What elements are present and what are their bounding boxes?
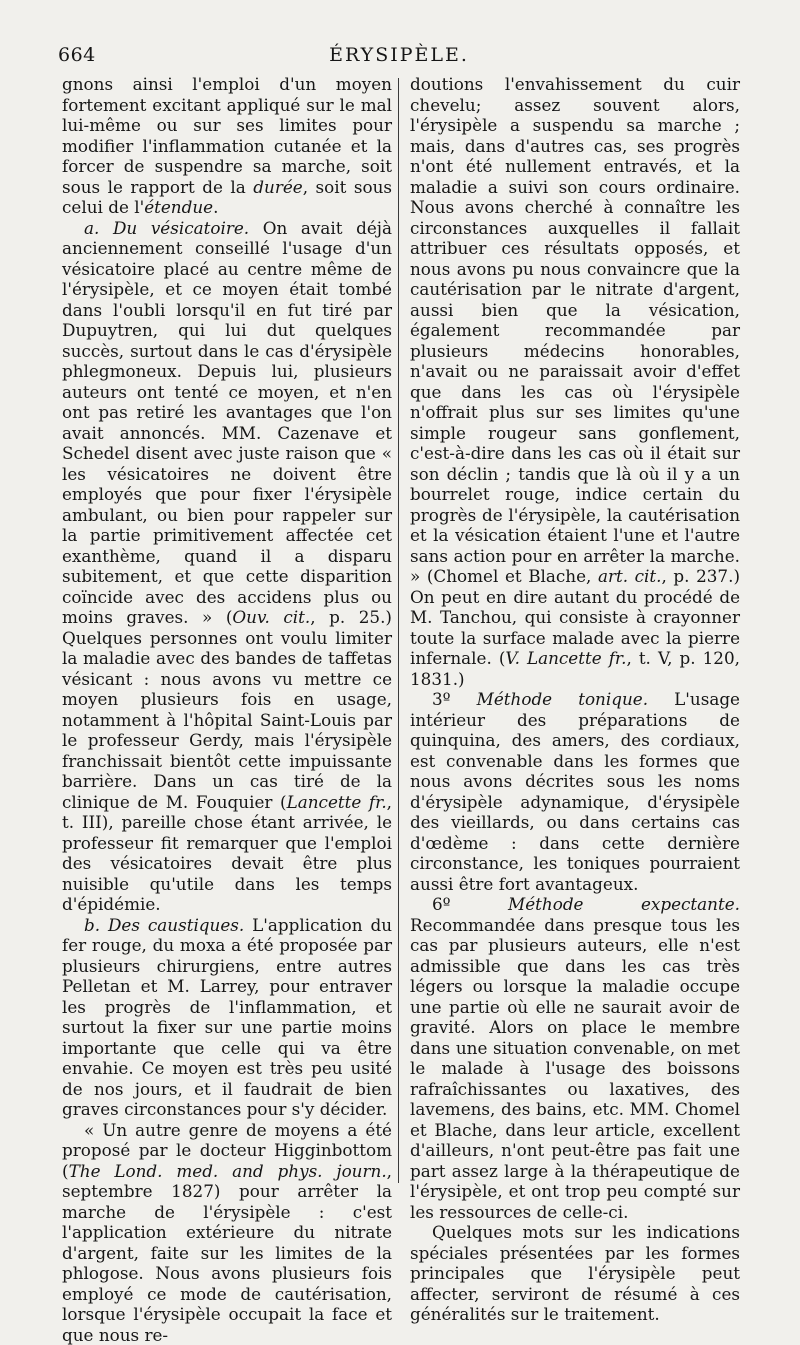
running-head: ÉRYSIPÈLE. [58, 44, 740, 66]
paragraph [62, 74, 392, 218]
text-run: gnons ainsi l'emploi d'un moyen fortement excitant appliqué sur le mal lui-même ou sur ses limites pour modifier l'inflammation cutanée et la forcer de suspendre sa marche, soit sous le rapport de la [62, 74, 392, 197]
paragraph [62, 915, 392, 1120]
paragraph [62, 218, 392, 915]
left-column [62, 74, 392, 1345]
text-run: . [213, 197, 218, 217]
italic-run: V. Lancette fr. [505, 648, 626, 668]
text-run: On avait déjà anciennement conseillé l'usage d'un vésicatoire placé au centre même de l'érysipèle, et ce moyen était tombé dans l'oubli lorsqu'il en fut tiré par Dupuytren, qui lui dut quelques succès, surtout dans le cas d'érysipèle phlegmoneux. Depuis lui, plusieurs auteurs ont tenté ce moyen, et n'en ont pas retiré les avantages que l'on avait annoncés. MM. Cazenave et Schedel disent avec juste raison que « les vésicatoires ne doivent être employés que pour fixer l'érysipèle ambulant, ou bien pour rappeler sur la partie primitivement affectée cet exanthème, quand il a disparu subitement, et que cette disparition coïncide avec des accidens plus ou moins graves. » ( [62, 218, 392, 628]
italic-run: étendue [144, 197, 213, 217]
italic-run: The Lond. med. and phys. journ. [69, 1161, 387, 1181]
text-run: , t. III), pareille chose étant arrivée, le professeur fit remarquer que l'emploi des vésicatoires devait être plus nuisible qu'utile dans les temps d'épidémie. [62, 792, 392, 915]
text-run: doutions l'envahissement du cuir chevelu; assez souvent alors, l'érysipèle a suspendu sa marche ; mais, dans d'autres cas, ses progrès n'ont été nullement entravés, et la maladie a suivi son cours ordinaire. Nous avons cherché à connaître les circonstances auxquelles il fallait attribuer ces résultats opposés, et nous avons pu nous convaincre que la cautérisation par le nitrate d'argent, aussi bien que la vésication, également recommandée par plusieurs médecins honorables, n'avait ou ne paraissait avoir d'effet que dans les cas où l'érysipèle n'offrait plus sur ses limites qu'une simple rougeur sans gonflement, c'est-à-dire dans les cas où il était sur son déclin ; tandis que là où il y a un bourrelet rouge, indice certain du progrès de l'érysipèle, la cautérisation et la vésication étaient l'une et l'autre sans action pour en arrêter la marche. » (Chomel et Blache, [410, 74, 740, 586]
text-run: 3º [432, 689, 477, 709]
italic-run: a. Du vésicatoire. [84, 218, 249, 238]
text-run: L'usage intérieur des préparations de quinquina, des amers, des cordiaux, est convenable dans les formes que nous avons décrites sous les noms d'érysipèle adynamique, d'érysipèle des vieillards, ou dans certains cas d'œdème : dans cette dernière circonstance, les toniques pourraient aussi être fort avantageux. [410, 689, 740, 894]
italic-run: Méthode tonique. [477, 689, 648, 709]
column-divider [398, 78, 399, 1183]
italic-run: durée [253, 177, 302, 197]
text-run: , p. 25.) Quelques personnes ont voulu limiter la maladie avec des bandes de taffetas vésicant : nous avons vu mettre ce moyen plusieurs fois en usage, notamment à l'hôpital Saint-Louis par le professeur Gerdy, mais l'érysipèle franchissait bientôt cette impuissante barrière. Dans un cas tiré de la clinique de M. Fouquier ( [62, 607, 392, 812]
text-run: Recommandée dans presque tous les cas par plusieurs auteurs, elle n'est admissible que dans les cas très légers ou lorsque la maladie occupe une partie où elle ne saurait avoir de gravité. Alors on place le membre dans une situation convenable, on met le malade à l'usage des boissons rafraîchissantes ou laxatives, des lavemens, des bains, etc. MM. Chomel et Blache, dans leur article, excellent d'ailleurs, n'ont peut-être pas fait une part assez large à la thérapeutique de l'érysipèle, et ont trop peu compté sur les ressources de celle-ci. [410, 915, 740, 1222]
text-run: , t. V, p. 120, 1831.) [410, 648, 740, 689]
text-run: « Un autre genre de moyens a été proposé par le docteur Higginbottom ( [62, 1120, 392, 1181]
text-run: , p. 237.) On peut en dire autant du procédé de M. Tanchou, qui consiste à crayonner toute la surface malade avec la pierre infernale. ( [410, 566, 740, 668]
page-number: 664 [58, 44, 96, 66]
italic-run: Ouv. cit. [232, 607, 310, 627]
italic-run: Méthode expectante. [508, 894, 740, 914]
paragraph [410, 894, 740, 1222]
paragraph [410, 74, 740, 689]
italic-run: b. Des caustiques. [84, 915, 244, 935]
paragraph [410, 1222, 740, 1325]
paragraph [410, 689, 740, 894]
right-column [410, 74, 740, 1325]
text-run: Quelques mots sur les indications spéciales présentées par les formes principales que l'érysipèle peut affecter, serviront de résumé à ces généralités sur le traitement. [410, 1222, 740, 1324]
text-run: , soit sous celui de l' [62, 177, 392, 218]
italic-run: Lancette fr. [287, 792, 387, 812]
page-header [58, 40, 740, 76]
text-run: L'application du fer rouge, du moxa a été proposée par plusieurs chirurgiens, entre autres Pelletan et M. Larrey, pour entraver les progrès de l'inflammation, et surtout la fixer sur une partie moins importante que celle qui va être envahie. Ce moyen est très peu usité de nos jours, et il faudrait de bien graves circonstances pour s'y décider. [62, 915, 392, 1120]
text-run: 6º [432, 894, 508, 914]
italic-run: art. cit. [598, 566, 662, 586]
paragraph [62, 1120, 392, 1345]
text-run: , septembre 1827) pour arrêter la marche de l'érysipèle : c'est l'application extérieure du nitrate d'argent, faite sur les limites de la phlogose. Nous avons plusieurs fois employé ce mode de cautérisation, lorsque l'érysipèle occupait la face et que nous re- [62, 1161, 392, 1345]
